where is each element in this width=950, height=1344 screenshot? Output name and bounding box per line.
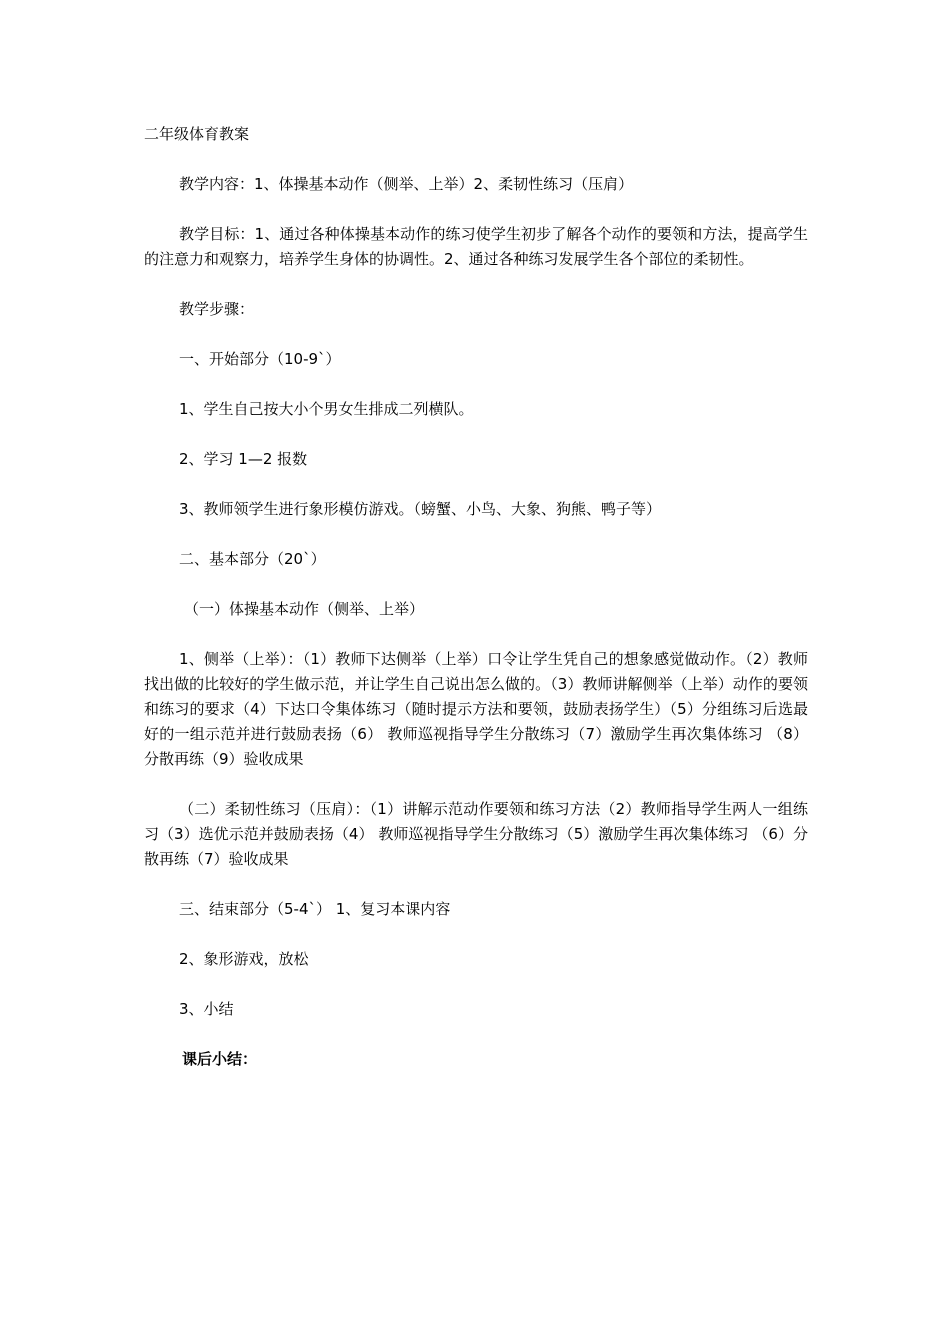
document-title: 二年级体育教案 — [144, 125, 250, 143]
teaching-content: 教学内容：1、体操基本动作（侧举、上举）2、柔韧性练习（压肩） — [179, 175, 634, 193]
part1-item: 3、教师领学生进行象形模仿游戏。（螃蟹、小鸟、大象、狗熊、鸭子等） — [179, 500, 662, 518]
part3-heading: 三、结束部分（5-4`） 1、复习本课内容 — [179, 900, 451, 918]
part2-sub2-body: （二）柔韧性练习（压肩）：（1）讲解示范动作要领和练习方法（2）教师指导学生两人一组练习（3）选优示范并鼓励表扬（4） 教师巡视指导学生分散练习（5）激励学生再次集体练习 （6）分散再练（7）验收成果 — [144, 800, 808, 868]
part2-sub1-heading: （一）体操基本动作（侧举、上举） — [184, 600, 425, 618]
summary-label: 课后小结： — [182, 1050, 258, 1068]
part1-item: 1、学生自己按大小个男女生排成二列横队。 — [179, 400, 474, 418]
part1-heading: 一、开始部分（10-9`） — [179, 350, 341, 368]
steps-heading: 教学步骤： — [179, 300, 255, 318]
part3-item: 3、小结 — [179, 1000, 234, 1018]
part3-item: 2、象形游戏，放松 — [179, 950, 309, 968]
document-body — [144, 122, 808, 1097]
teaching-goal: 教学目标：1、通过各种体操基本动作的练习使学生初步了解各个动作的要领和方法，提高学生的注意力和观察力，培养学生身体的协调性。2、通过各种练习发展学生各个部位的柔韧性。 — [144, 225, 808, 268]
part2-heading: 二、基本部分（20`） — [179, 550, 326, 568]
part2-sub1-body: 1、侧举（上举）：（1）教师下达侧举（上举）口令让学生凭自己的想象感觉做动作。（2）教师找出做的比较好的学生做示范，并让学生自己说出怎么做的。（3）教师讲解侧举（上举）动作的要领和练习的要求（4）下达口令集体练习（随时提示方法和要领，鼓励表扬学生）（5）分组练习后选最好的一组示范并进行鼓励表扬（6） 教师巡视指导学生分散练习（7）激励学生再次集体练习 （8）分散再练（9）验收成果 — [144, 650, 808, 768]
part1-item: 2、学习 1—2 报数 — [179, 450, 308, 468]
